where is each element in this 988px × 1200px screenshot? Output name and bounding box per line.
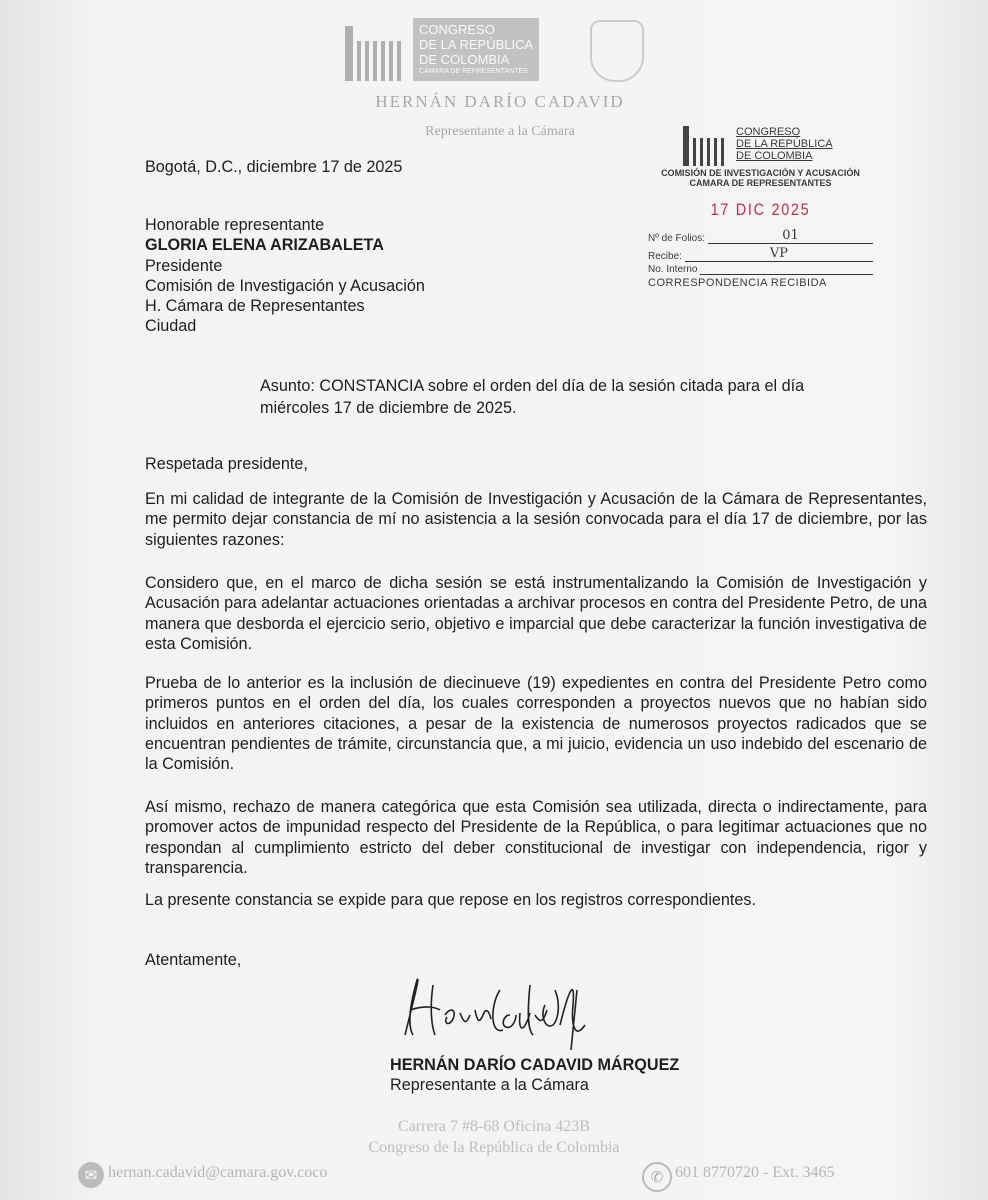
stamp-text: CONGRESO xyxy=(736,126,801,138)
recipient-line: Comisión de Investigación y Acusación xyxy=(145,276,425,295)
footer-phone: 601 8770720 - Ext. 3465 xyxy=(675,1164,835,1181)
recipient-block xyxy=(145,215,425,337)
recibe-value: VP xyxy=(685,246,873,262)
paragraph: En mi calidad de integrante de la Comisión de Investigación y Acusación de la Cámara de Representantes, me permito dejar constancia de mí no asistencia a la sesión convocada para el día 17 de diciembre, por las siguientes razones: xyxy=(145,490,927,549)
recipient-line: Presidente xyxy=(145,256,223,275)
paragraph: La presente constancia se expide para que repose en los registros correspondientes. xyxy=(145,891,757,909)
stamp-text: DE COLOMBIA xyxy=(736,150,813,162)
signer-name: HERNÁN DARÍO CADAVID MÁRQUEZ xyxy=(390,1056,680,1074)
congress-logo xyxy=(345,18,539,81)
footer-address: Carrera 7 #8-68 Oficina 423B xyxy=(398,1118,590,1135)
stamp-footer: CORRESPONDENCIA RECIBIDA xyxy=(648,277,827,289)
paragraph: Considero que, en el marco de dicha sesión se está instrumentalizando la Comisión de Investigación y Acusación para adelantar actuaciones orientadas a archivar procesos en contra del Presidente Petro, de una manera que desborda el ejercicio serio, objetivo e imparcial que debe caracterizar la función investigativa de esta Comisión. xyxy=(145,574,927,653)
signature xyxy=(395,965,605,1050)
stamp-text: DE LA REPÚBLICA xyxy=(736,138,833,150)
email-icon: ✉ xyxy=(78,1162,104,1188)
recipient-line: H. Cámara de Representantes xyxy=(145,297,365,316)
logo-text: DE COLOMBIA xyxy=(419,52,510,67)
received-stamp xyxy=(648,126,873,289)
folios-value: 01 xyxy=(708,228,873,244)
paragraph: Prueba de lo anterior es la inclusión de diecinueve (19) expedientes en contra del Presidente Petro como primeros puntos en el orden del día, los cuales corresponden a proyectos nuevos que no habían sido incluidos en anteriores citaciones, a pesar de la existencia de numerosos proyectos radicados que se encuentran pendientes de trámite, circunstancia que, a mi juicio, evidencia un uso indebido del escenario de la Comisión. xyxy=(145,674,927,774)
recipient-line: Ciudad xyxy=(145,317,197,336)
logo-text: DE LA REPÚBLICA xyxy=(419,37,534,52)
interno-label: No. Interno xyxy=(648,264,698,275)
closing: Atentamente, xyxy=(145,951,242,969)
greeting: Respetada presidente, xyxy=(145,455,308,473)
subject: Asunto: CONSTANCIA sobre el orden del día de la sesión citada para el día miércoles 17 de diciembre de 2025. xyxy=(260,377,805,417)
logo-text: CÁMARA DE REPRESENTANTES xyxy=(419,68,528,75)
footer-institution: Congreso de la República de Colombia xyxy=(368,1139,620,1156)
stamp-commission: COMISIÓN DE INVESTIGACIÓN Y ACUSACIÓN xyxy=(661,168,860,178)
coat-of-arms-icon xyxy=(590,20,644,82)
stamp-chamber: CAMARA DE REPRESENTANTES xyxy=(689,178,832,188)
recibe-label: Recibe: xyxy=(648,251,682,262)
stamp-date: 17 DIC 2025 xyxy=(710,200,811,219)
paragraph: Así mismo, rechazo de manera categórica que esta Comisión sea utilizada, directa o indirectamente, para promover actos de impunidad respecto del Presidente de la República, o para legitimar actuaciones que no respondan al cumplimiento estricto del deber constitucional de investigar con independencia, rigor y transparencia. xyxy=(145,798,927,877)
recipient-name: GLORIA ELENA ARIZABALETA xyxy=(145,236,384,255)
recipient-line: Honorable representante xyxy=(145,216,325,234)
letterhead-role: Representante a la Cámara xyxy=(425,124,575,139)
footer-email[interactable]: hernan.cadavid@camara.gov.coco xyxy=(108,1164,328,1181)
logo-text: CONGRESO xyxy=(419,22,495,37)
phone-icon: ✆ xyxy=(642,1162,672,1192)
letterhead-name: HERNÁN DARÍO CADAVID xyxy=(375,92,625,111)
letter-date: Bogotá, D.C., diciembre 17 de 2025 xyxy=(145,158,403,176)
folios-label: Nº de Folios: xyxy=(648,233,706,244)
signer-role: Representante a la Cámara xyxy=(390,1076,589,1094)
